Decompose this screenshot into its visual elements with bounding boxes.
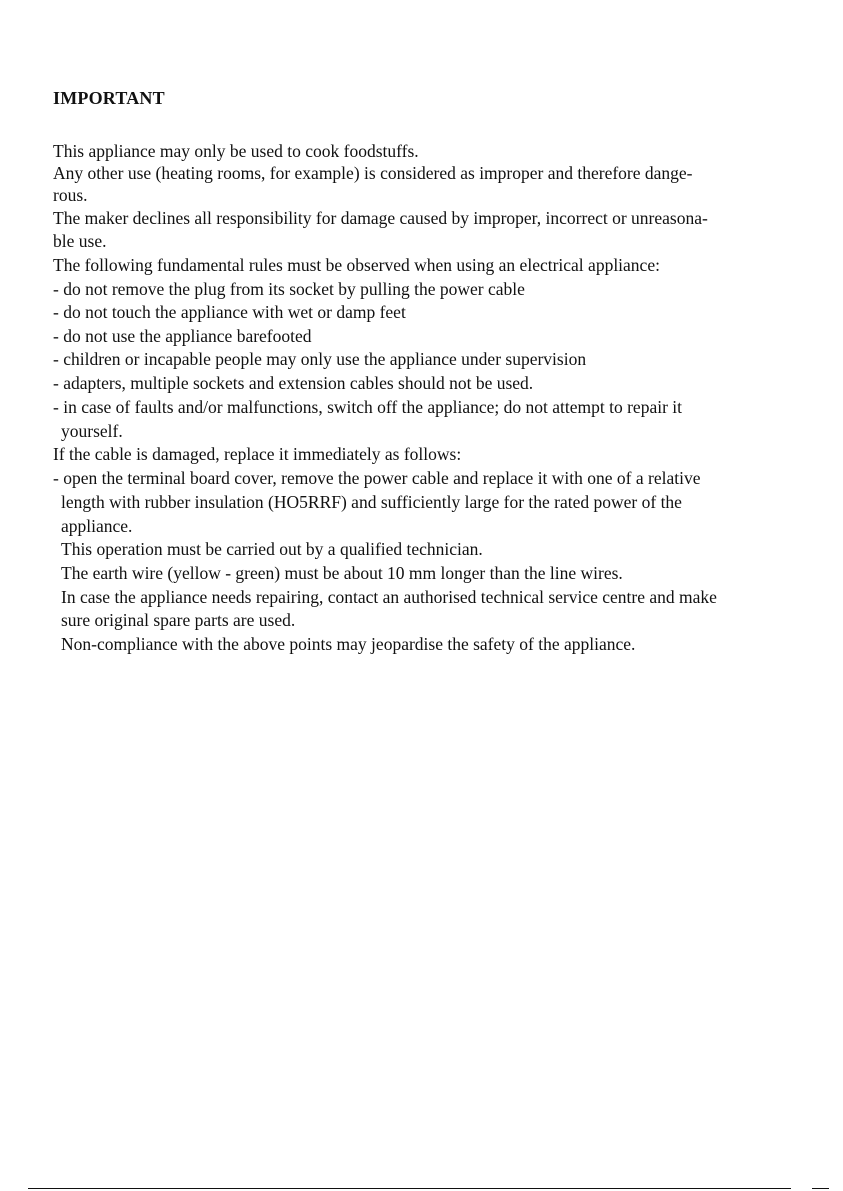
text-line: The maker declines all responsibility for damage caused by improper, incorrect or unreasona- [53,208,708,228]
list-item: - open the terminal board cover, remove the power cable and replace it with one of a relative [53,468,701,488]
list-item-continuation: length with rubber insulation (HO5RRF) and sufficiently large for the rated power of the [61,492,682,512]
indented-text-line: In case the appliance needs repairing, contact an authorised technical service centre and make [61,587,717,607]
list-item: - do not touch the appliance with wet or damp feet [53,302,406,322]
indented-text-line: sure original spare parts are used. [61,610,296,630]
heading-important: IMPORTANT [53,88,165,108]
indented-text-line: The earth wire (yellow - green) must be about 10 mm longer than the line wires. [61,563,623,583]
list-item: - do not remove the plug from its socket by pulling the power cable [53,279,525,299]
indented-text-line: This operation must be carried out by a qualified technician. [61,539,483,559]
text-line: The following fundamental rules must be observed when using an electrical appliance: [53,255,660,275]
indented-text-line: Non-compliance with the above points may jeopardise the safety of the appliance. [61,634,636,654]
list-item: - in case of faults and/or malfunctions, switch off the appliance; do not attempt to repair it [53,397,683,417]
list-item-continuation: yourself. [61,421,123,441]
footer-dash [812,1188,829,1189]
text-line: If the cable is damaged, replace it immediately as follows: [53,444,462,464]
list-item: - do not use the appliance barefooted [53,326,312,346]
footer-rule [28,1188,791,1189]
text-line: rous. [53,185,88,205]
text-line: This appliance may only be used to cook foodstuffs. [53,141,419,161]
text-line: Any other use (heating rooms, for example) is considered as improper and therefore dange- [53,163,693,183]
list-item: - adapters, multiple sockets and extension cables should not be used. [53,373,534,393]
text-line: ble use. [53,231,107,251]
list-item-continuation: appliance. [61,516,133,536]
list-item: - children or incapable people may only use the appliance under supervision [53,349,587,369]
